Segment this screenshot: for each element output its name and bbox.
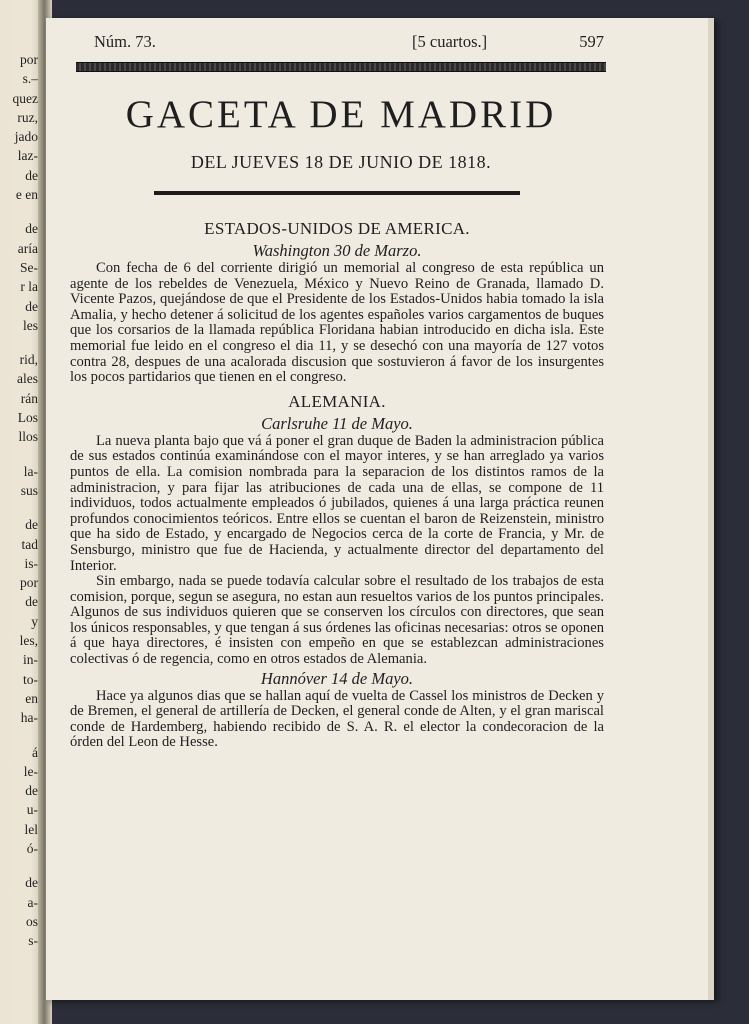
dateline-hannover: Hannóver 14 de Mayo. <box>260 668 414 688</box>
facing-page-fragment: de <box>25 783 38 799</box>
facing-page-fragment: rán <box>20 390 38 406</box>
facing-page-fragment: aría <box>17 240 38 256</box>
facing-page-fragment: ó- <box>26 840 38 856</box>
facing-page-fragment: is- <box>24 555 38 571</box>
facing-page-fragment: s- <box>28 933 38 949</box>
facing-page-fragment: en <box>25 690 38 706</box>
facing-page-fragment: de <box>25 594 38 610</box>
facing-page-fragment: por <box>20 52 38 67</box>
facing-page-fragment: á <box>32 744 38 760</box>
facing-page-fragment: quez <box>12 90 38 106</box>
facing-page-fragment: de <box>25 875 38 891</box>
dateline-carlsruhe: Carlsruhe 11 de Mayo. <box>261 413 413 433</box>
facing-page-fragment: ruz, <box>17 109 38 125</box>
facing-page-fragment: de <box>25 517 38 533</box>
facing-page-fragment: a- <box>27 894 38 910</box>
facing-page-fragment: in- <box>23 652 38 668</box>
facing-page-fragment: to- <box>23 671 38 687</box>
masthead-title: GACETA DE MADRID <box>125 93 557 136</box>
facing-page-fragment: os <box>25 913 38 929</box>
facing-page-fragment: rid, <box>19 352 38 368</box>
facing-page-fragment: y <box>31 613 38 629</box>
facing-page-fragment: Se- <box>20 259 38 275</box>
issue-price: [5 cuartos.] <box>412 32 488 51</box>
section-heading-usa: ESTADOS-UNIDOS DE AMERICA. <box>204 219 470 238</box>
facing-page-fragment: les, <box>19 633 38 649</box>
facing-page-fragment: lel <box>24 821 38 837</box>
paragraph-commission: Sin embargo, nada se puede todavía calcular sobre el resultado de los trabajos de esta comision, porque, segun se asegura, no estan aun resueltos varios de los puntos principales. Algunos de sus individuos quieren que se conserven los círculos con directores, que sean los únicos responsables, y que tengan á sus órdenes las oficinas necesarias: otros se oponen á que haya directores, é insisten con empeño en que se establezcan administraciones colectivas ó de regencia, como en otros estados de Alemania. <box>70 573 604 668</box>
facing-page-fragment: tad <box>21 536 38 552</box>
facing-page-fragment: sus <box>20 482 38 498</box>
facing-page-text-fragments <box>13 50 38 950</box>
facing-page-fragment: ha- <box>20 710 38 726</box>
facing-page-fragment: de <box>25 298 38 314</box>
facing-page-fragment: e en <box>15 187 38 203</box>
paragraph-hannover: Hace ya algunos dias que se hallan aquí de vuelta de Cassel los ministros de Decken y de Bremen, el general de artillería de Decken, el general conde de Alten, y el gran mariscal conde de Hardemberg, habiendo recibido de S. A. R. el elector la condecoracion de la órden del Leon de Hesse. <box>70 687 604 751</box>
issue-number: Núm. 73. <box>94 32 156 51</box>
facing-page-fragment: s.– <box>22 71 38 87</box>
section-heading-germany: ALEMANIA. <box>288 391 386 411</box>
facing-page-fragment: por <box>20 575 38 591</box>
dateline-washington: Washington 30 de Marzo. <box>252 241 422 260</box>
masthead-date: DEL JUEVES 18 DE JUNIO DE 1818. <box>190 152 492 172</box>
page-header <box>94 32 604 56</box>
facing-page-fragment: r la <box>20 279 38 295</box>
page-number: 597 <box>579 32 604 51</box>
paragraph-usa: Con fecha de 6 del corriente dirigió un memorial al congreso de esta república un agente de los rebeldes de Venezuela, México y Nuevo Reino de Granada, llamado D. Vicente Pazos, quejándose de que el Presidente de los Estados-Unidos habia tomado la isla Amalia, y hecho detener á solicitud de los agentes españoles varios cargamentos de buques que los corsarios de la llamada república Floridana habian introducido en dicha isla. Este memorial fue leido en el congreso el dia 11, y se desechó con una mayoría de 127 votos contra 28, despues de una acalorada discusion que sostuvieron á favor de los insurgentes los pocos partidarios que tienen en el congreso. <box>70 260 604 386</box>
facing-page-fragment: de <box>25 221 38 237</box>
facing-page-fragment: ales <box>17 371 38 387</box>
facing-page-fragment: llos <box>18 429 38 445</box>
article-body <box>70 218 604 751</box>
facing-page-fragment: le- <box>23 763 38 779</box>
facing-page-fragment: la- <box>23 463 38 479</box>
facing-page-fragment: de <box>25 167 38 183</box>
facing-page-fragment: jado <box>14 129 38 145</box>
paragraph-baden: La nueva planta bajo que vá á poner el gran duque de Baden la administracion pública de sus estados continúa examinándose con el mayor interes, y se han arreglado ya varios puntos de ella. La comision nombrada para la separacion de los distintos ramos de la administracion, y para fijar las atribuciones de cada una de ellas, se compone de 11 individuos, todos actualmente empleados ó jubilados, quienes á una larga práctica reunen profundos conocimientos teóricos. Entre ellos se cuentan el baron de Reizenstein, ministro que ha sido de Estado, y encargado de Negocios cerca de la corte de Francia, y Mr. de Sensburgo, ministro que fue de Hacienda, y actualmente director del departamento del Interior. <box>70 432 604 574</box>
facing-page-fragment: Los <box>17 410 38 426</box>
header-ornamental-rule <box>76 62 606 72</box>
facing-page-fragment: laz- <box>17 148 38 164</box>
facing-page-fragment: les <box>23 317 38 333</box>
newspaper-page <box>46 18 714 1000</box>
facing-page-fragment: u- <box>26 802 38 818</box>
date-divider-rule <box>154 191 520 195</box>
